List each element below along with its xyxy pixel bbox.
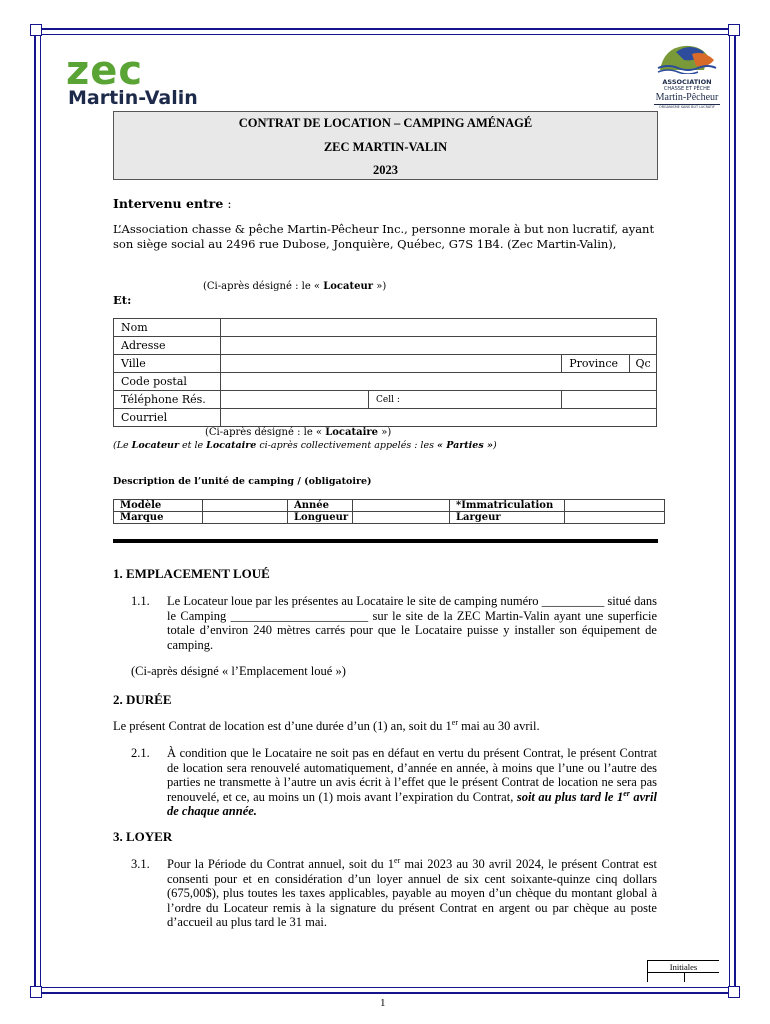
adresse-field[interactable] bbox=[221, 337, 657, 355]
border-corner bbox=[728, 986, 740, 998]
adresse-label: Adresse bbox=[114, 337, 221, 355]
locateur-designation bbox=[203, 281, 386, 292]
s3-text-sup: er bbox=[394, 855, 401, 865]
province-label: Province bbox=[562, 355, 630, 373]
intro-heading-line bbox=[113, 196, 232, 211]
nom-label: Nom bbox=[114, 319, 221, 337]
clause-3-1-number: 3.1. bbox=[131, 857, 150, 871]
clause-1-1-number: 1.1. bbox=[131, 594, 150, 608]
table-row bbox=[114, 355, 657, 373]
s2-bi-sup: er bbox=[623, 788, 630, 798]
table-row bbox=[114, 512, 665, 524]
parties-p1: (Le bbox=[113, 440, 132, 451]
annee-label: Année bbox=[288, 500, 353, 512]
courriel-field[interactable] bbox=[221, 409, 657, 427]
telephone-field[interactable] bbox=[221, 391, 369, 409]
section-divider bbox=[113, 539, 658, 543]
code-postal-field[interactable] bbox=[221, 373, 657, 391]
annee-field[interactable] bbox=[353, 500, 450, 512]
table-row bbox=[114, 409, 657, 427]
parties-designation bbox=[113, 440, 497, 451]
longueur-label: Longueur bbox=[288, 512, 353, 524]
intro-heading: Intervenu entre bbox=[113, 196, 224, 211]
locataire-post: ») bbox=[378, 427, 392, 438]
initiales-divider bbox=[684, 972, 685, 982]
table-row bbox=[114, 319, 657, 337]
largeur-field[interactable] bbox=[565, 512, 665, 524]
telephone-label: Téléphone Rés. bbox=[114, 391, 221, 409]
cell-field[interactable] bbox=[562, 391, 657, 409]
locateur-pre: (Ci-après désigné : le « bbox=[203, 281, 324, 292]
zec-logo bbox=[66, 48, 198, 109]
code-postal-label: Code postal bbox=[114, 373, 221, 391]
modele-field[interactable] bbox=[203, 500, 288, 512]
contract-year: 2023 bbox=[373, 163, 398, 177]
unit-heading: Description de l’unité de camping / (obligatoire) bbox=[113, 476, 372, 487]
province-value: Qc bbox=[630, 355, 657, 373]
fish-logo-icon bbox=[654, 40, 720, 74]
immatriculation-field[interactable] bbox=[565, 500, 665, 512]
section-3-title: 3. LOYER bbox=[113, 829, 173, 844]
logo-line-2: CHASSE ET PÊCHE bbox=[663, 86, 711, 92]
s2-text-pre: Le présent Contrat de location est d’une durée d’un (1) an, soit du 1 bbox=[113, 719, 452, 733]
table-row bbox=[114, 337, 657, 355]
immatriculation-label: *Immatriculation bbox=[450, 500, 565, 512]
clause-2-1-number: 2.1. bbox=[131, 746, 150, 760]
logo-line-3: Martin-Pêcheur bbox=[655, 92, 719, 103]
parties-p2: et le bbox=[178, 440, 207, 451]
section-2-title: 2. DURÉE bbox=[113, 692, 172, 707]
association-logo bbox=[654, 40, 720, 116]
logo-line-4: ORGANISME SANS BUT LUCRATIF bbox=[654, 104, 720, 110]
contract-header bbox=[113, 111, 658, 180]
section-2-text bbox=[113, 719, 540, 734]
border-corner bbox=[30, 24, 42, 36]
parties-b1: Locateur bbox=[131, 440, 179, 451]
initiales-box[interactable] bbox=[647, 960, 719, 982]
courriel-label: Courriel bbox=[114, 409, 221, 427]
modele-label: Modèle bbox=[114, 500, 203, 512]
nom-field[interactable] bbox=[221, 319, 657, 337]
s2-bi-pre: soit au plus tard le 1 bbox=[516, 789, 624, 804]
clause-1-1-text: Le Locateur loue par les présentes au Locataire le site de camping numéro __________ situé dans le Camping ______________________ sur le site de la ZEC Martin-Valin ayant une superficie totale d’environ 240 mètres carrés pour que le Locataire puisse y installer son équipement de camping. bbox=[167, 594, 657, 652]
parties-p4: ) bbox=[492, 440, 497, 451]
contract-title: CONTRAT DE LOCATION – CAMPING AMÉNAGÉ bbox=[238, 116, 533, 130]
zec-logo-name: Martin-Valin bbox=[68, 87, 198, 109]
locateur-post: ») bbox=[373, 281, 387, 292]
s3-text-post: mai 2023 au 30 avril 2024, le présent Contrat est consenti pour et en considération d’un loyer annuel de six cent soixante-quinze cinq dollars (675,00$), plus toutes les taxes applicables, payable au moyen d’un chèque du montant global à l’ordre du Locateur remis à la signature du présent Contrat en argent ou par chèque au poste d’accueil au plus tard le 31 mai. bbox=[167, 857, 657, 929]
parties-b2: Locataire bbox=[206, 440, 257, 451]
border-corner bbox=[728, 24, 740, 36]
s2-text-post: mai au 30 avril. bbox=[458, 719, 540, 733]
largeur-label: Largeur bbox=[450, 512, 565, 524]
table-row bbox=[114, 391, 657, 409]
marque-field[interactable] bbox=[203, 512, 288, 524]
parties-p3: ci-après collectivement appelés : les bbox=[256, 440, 437, 451]
initiales-label: Initiales bbox=[648, 962, 719, 973]
table-row bbox=[114, 373, 657, 391]
section-1-title: 1. EMPLACEMENT LOUÉ bbox=[113, 566, 270, 581]
parties-b3: « Parties » bbox=[437, 440, 493, 451]
locateur-bold: Locateur bbox=[323, 281, 374, 292]
ville-field[interactable] bbox=[221, 355, 562, 373]
unit-table bbox=[113, 499, 665, 524]
s2-text-sup: er bbox=[451, 717, 459, 727]
cell-label: Cell : bbox=[369, 391, 562, 409]
border-corner bbox=[30, 986, 42, 998]
locataire-bold: Locataire bbox=[325, 427, 379, 438]
section-1-note: (Ci-après désigné « l’Emplacement loué ») bbox=[131, 664, 346, 678]
s2-bi-post: avril de chaque année. bbox=[167, 789, 657, 818]
intro-text: L’Association chasse & pêche Martin-Pêcheur Inc., personne morale à but non lucratif, ayant son siège social au 2496 rue Dubose, Jonquière, Québec, G7S 1B4. (Zec Martin-Valin), bbox=[113, 222, 655, 251]
table-row bbox=[114, 500, 665, 512]
zec-logo-word: zec bbox=[66, 48, 144, 94]
contract-subtitle: ZEC MARTIN-VALIN bbox=[323, 140, 448, 154]
s2-text2: À condition que le Locataire ne soit pas en défaut en vertu du présent Contrat, le présent Contrat de location sera renouvelé automatiquement, d’année en année, à moins que l’une ou l’autre des parties ne transmette à l’autre un avis écrit à l’effet que le présent Contrat de location ne sera pas renouvelé, et ce, au moins un (1) mois avant l’expiration du Contrat, bbox=[167, 746, 657, 804]
marque-label: Marque bbox=[114, 512, 203, 524]
locataire-pre: (Ci-après désigné : le « bbox=[205, 427, 326, 438]
page-number: 1 bbox=[380, 997, 386, 1009]
ville-label: Ville bbox=[114, 355, 221, 373]
locataire-designation bbox=[205, 427, 391, 438]
logo-line-1: ASSOCIATION bbox=[662, 78, 712, 86]
clause-3-1-text bbox=[167, 857, 657, 930]
clause-2-1-text bbox=[167, 746, 657, 819]
intro-heading-suffix: : bbox=[223, 196, 232, 211]
s3-text-pre: Pour la Période du Contrat annuel, soit du 1 bbox=[167, 857, 395, 871]
longueur-field[interactable] bbox=[353, 512, 450, 524]
locataire-info-table bbox=[113, 318, 657, 427]
et-label: Et: bbox=[113, 293, 132, 307]
